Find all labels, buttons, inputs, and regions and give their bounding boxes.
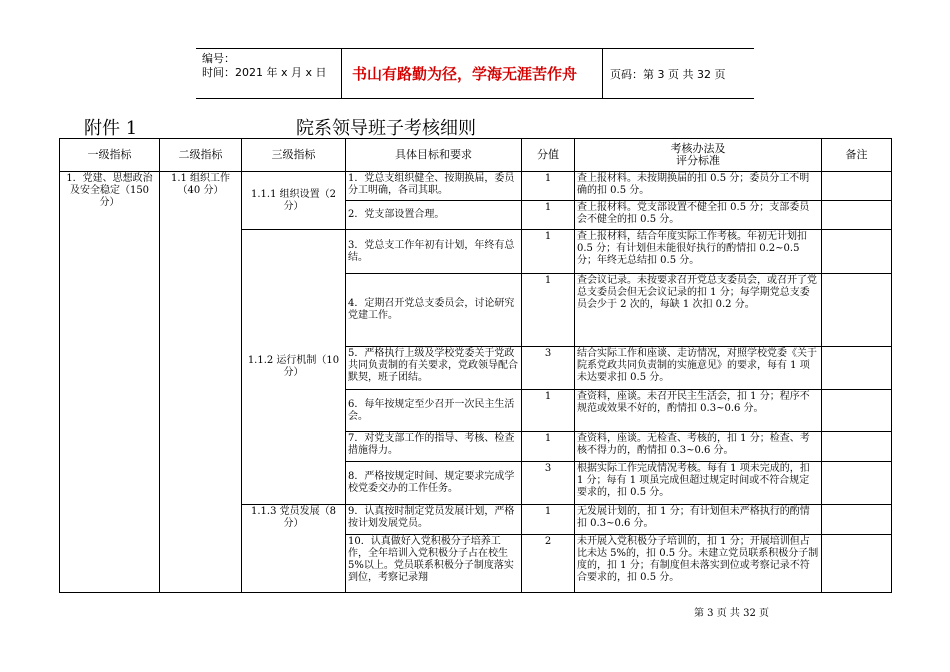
- goal-cell: 6．每年按规定至少召开一次民主生活会。: [346, 390, 522, 432]
- score-cell: 2: [522, 535, 575, 593]
- header-time: 时间：2021 年 x 月 x 日: [202, 66, 327, 79]
- level2-cell: 1.1 组织工作（40 分）: [160, 172, 242, 593]
- level1-cell: 1．党建、思想政治及安全稳定（150 分）: [60, 172, 160, 593]
- header-divider: [602, 49, 603, 98]
- table-row: [60, 172, 892, 201]
- col-header: 分值: [522, 139, 575, 172]
- remark-cell: [822, 172, 892, 201]
- score-cell: 1: [522, 201, 575, 230]
- col-header: 三级指标: [242, 139, 346, 172]
- goal-cell: 7．对党支部工作的指导、考核、检查措施得力。: [346, 432, 522, 462]
- score-cell: 3: [522, 462, 575, 505]
- goal-cell: 2．党支部设置合理。: [346, 201, 522, 230]
- remark-cell: [822, 432, 892, 462]
- remark-cell: [822, 274, 892, 347]
- method-cell: 查上报材料，结合年度实际工作考核。年初无计划扣 0.5 分；有计划但未能很好执行的酌情扣 0.2~0.5 分；年终无总结扣 0.5 分。: [575, 230, 822, 274]
- score-cell: 1: [522, 390, 575, 432]
- remark-cell: [822, 347, 892, 390]
- score-cell: 1: [522, 274, 575, 347]
- page-header: [196, 48, 754, 99]
- method-cell: 根据实际工作完成情况考核。每有 1 项未完成的，扣 1 分；每有 1 项虽完成但超过规定时间或不符合规定要求的，扣 0.5 分。: [575, 462, 822, 505]
- col-header: 一级指标: [60, 139, 160, 172]
- goal-cell: 4．定期召开党总支委员会，讨论研究党建工作。: [346, 274, 522, 347]
- goal-cell: 9．认真按时制定党员发展计划，严格按计划发展党员。: [346, 505, 522, 535]
- score-cell: 3: [522, 347, 575, 390]
- header-meta: [202, 52, 327, 80]
- page-footer: 第 3 页 共 32 页: [694, 608, 769, 619]
- remark-cell: [822, 535, 892, 593]
- method-cell: 查资料，座谈。未召开民主生活会，扣 1 分；程序不规范或效果不好的，酌情扣 0.3~0.6 分。: [575, 390, 822, 432]
- header-motto: 书山有路勤为径，学海无涯苦作舟: [352, 65, 578, 83]
- method-cell: 未开展入党积极分子培训的，扣 1 分；开展培训但占比未达 5%的，扣 0.5 分。未建立党员联系积极分子制度的，扣 1 分；有制度但未落实到位或考察记录不符合要求的，扣 0.5 分。: [575, 535, 822, 593]
- score-cell: 1: [522, 432, 575, 462]
- score-cell: 1: [522, 172, 575, 201]
- score-cell: 1: [522, 505, 575, 535]
- remark-cell: [822, 201, 892, 230]
- remark-cell: [822, 230, 892, 274]
- level3-cell: 1.1.3 党员发展（8 分）: [242, 505, 346, 593]
- method-cell: 查资料，座谈。无检查、考核的，扣 1 分；检查、考核不得力的，酌情扣 0.3~0.6 分。: [575, 432, 822, 462]
- header-divider: [341, 49, 342, 98]
- method-cell: 无发展计划的，扣 1 分；有计划但未严格执行的酌情扣 0.3~0.6 分。: [575, 505, 822, 535]
- goal-cell: 1．党总支组织健全、按期换届，委员分工明确，各司其职。: [346, 172, 522, 201]
- goal-cell: 10．认真做好入党积极分子培养工作，全年培训入党积极分子占在校生 5%以上。党员联系积极分子制度落实到位，考察记录翔: [346, 535, 522, 593]
- col-header: 考核办法及 评分标准: [575, 139, 822, 172]
- col-header: 二级指标: [160, 139, 242, 172]
- document-title: 院系领导班子考核细则: [296, 118, 476, 139]
- remark-cell: [822, 390, 892, 432]
- level3-cell: 1.1.2 运行机制（10 分）: [242, 230, 346, 505]
- remark-cell: [822, 505, 892, 535]
- remark-cell: [822, 462, 892, 505]
- method-cell: 查会议记录。未按要求召开党总支委员会，或召开了党总支委员会但无会议记录的扣 1 分；每学期党总支委员会少于 2 次的，每缺 1 次扣 0.2 分。: [575, 274, 822, 347]
- header-number: 编号：: [202, 52, 235, 65]
- goal-cell: 5．严格执行上级及学校党委关于党政共同负责制的有关要求，党政领导配合默契，班子团结。: [346, 347, 522, 390]
- method-cell: 结合实际工作和座谈、走访情况，对照学校党委《关于院系党政共同负责制的实施意见》的要求，每有 1 项未达要求扣 0.5 分。: [575, 347, 822, 390]
- header-page-number: 页码：第 3 页 共 32 页: [610, 68, 726, 81]
- table-header-row: [60, 139, 892, 172]
- level3-cell: 1.1.1 组织设置（2 分）: [242, 172, 346, 230]
- goal-cell: 8．严格按规定时间、规定要求完成学校党委交办的工作任务。: [346, 462, 522, 505]
- method-cell: 查上报材料。未按期换届的扣 0.5 分；委员分工不明确的扣 0.5 分。: [575, 172, 822, 201]
- method-cell: 查上报材料。党支部设置不健全扣 0.5 分；支部委员会不健全的扣 0.5 分。: [575, 201, 822, 230]
- attachment-label: 附件 1: [84, 118, 138, 139]
- col-header: 备注: [822, 139, 892, 172]
- goal-cell: 3．党总支工作年初有计划，年终有总结。: [346, 230, 522, 274]
- assessment-table: [59, 138, 892, 593]
- col-header: 具体目标和要求: [346, 139, 522, 172]
- score-cell: 1: [522, 230, 575, 274]
